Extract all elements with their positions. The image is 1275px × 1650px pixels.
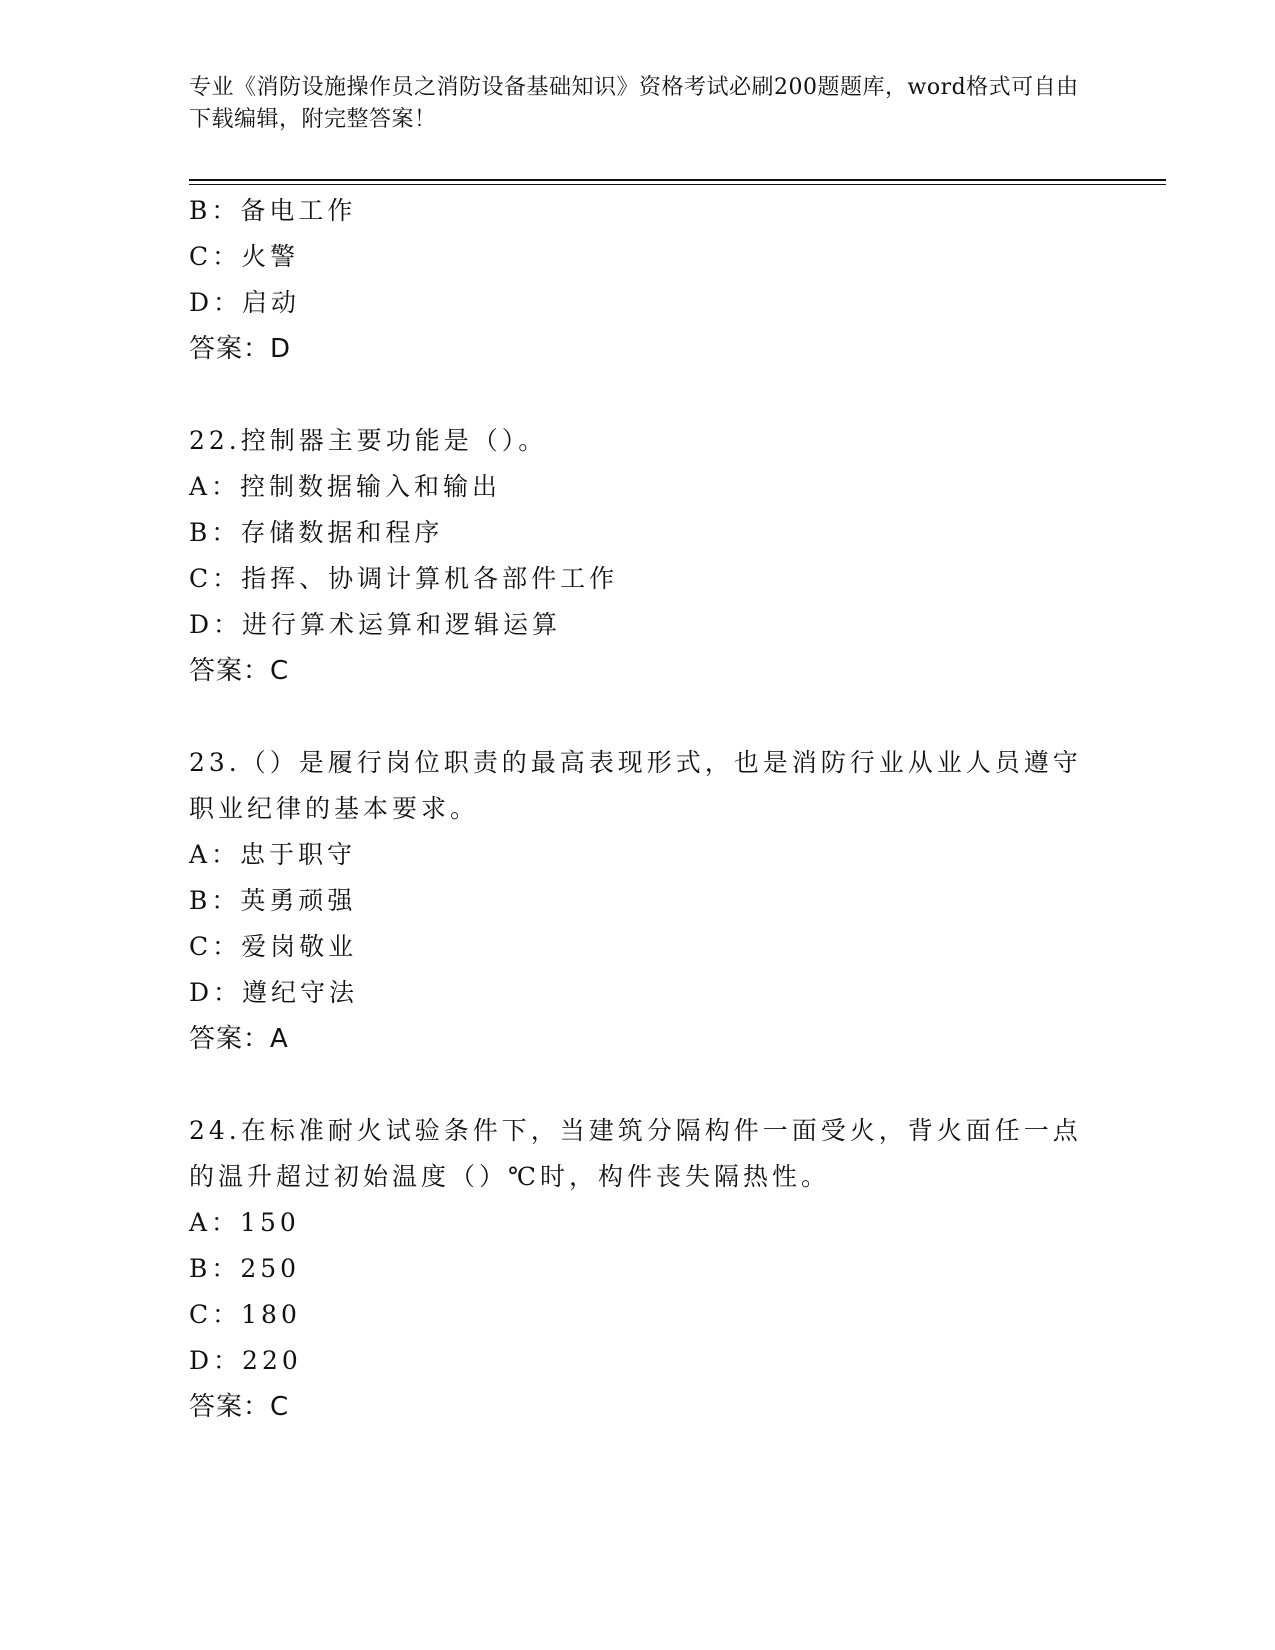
option-b: B：英勇顽强 <box>189 886 357 915</box>
option-a: A：控制数据输入和输出 <box>189 472 502 501</box>
header-rule-thick <box>189 179 1166 181</box>
question-stem: 22.控制器主要功能是（）。 <box>189 426 548 455</box>
question-23 <box>189 740 1089 1062</box>
option-d: D：进行算术运算和逻辑运算 <box>189 610 562 639</box>
spacer <box>189 694 1089 740</box>
question-stem: 24.在标准耐火试验条件下，当建筑分隔构件一面受火，背火面任一点的温升超过初始温度（）℃时，构件丧失隔热性。 <box>189 1116 1082 1191</box>
option-c: C：指挥、协调计算机各部件工作 <box>189 564 619 593</box>
spacer <box>189 372 1089 418</box>
question-22 <box>189 418 1089 694</box>
option-c: C：火警 <box>189 242 300 271</box>
header-rule-thin <box>189 184 1166 185</box>
option-a: A：忠于职守 <box>189 840 357 869</box>
answer-line: 答案：D <box>189 334 292 364</box>
question-stem: 23.（）是履行岗位职责的最高表现形式，也是消防行业从业人员遵守职业纪律的基本要求。 <box>189 748 1082 823</box>
option-c: C：爱岗敬业 <box>189 932 358 961</box>
document-body <box>189 188 1089 1430</box>
answer-line: 答案：C <box>189 1392 290 1422</box>
option-d: D：220 <box>189 1346 302 1375</box>
option-a: A：150 <box>189 1208 300 1237</box>
question-21-partial <box>189 188 1089 372</box>
option-b: B：存储数据和程序 <box>189 518 444 547</box>
option-d: D：遵纪守法 <box>189 978 359 1007</box>
option-d: D：启动 <box>189 288 301 317</box>
option-c: C：180 <box>189 1300 301 1329</box>
question-24 <box>189 1108 1089 1430</box>
spacer <box>189 1062 1089 1108</box>
answer-line: 答案：A <box>189 1024 289 1054</box>
option-b: B：250 <box>189 1254 301 1283</box>
answer-line: 答案：C <box>189 656 290 686</box>
option-b: B：备电工作 <box>189 196 357 225</box>
document-header: 专业《消防设施操作员之消防设备基础知识》资格考试必刷200题题库，word格式可自由下载编辑，附完整答案！ <box>189 75 1079 132</box>
